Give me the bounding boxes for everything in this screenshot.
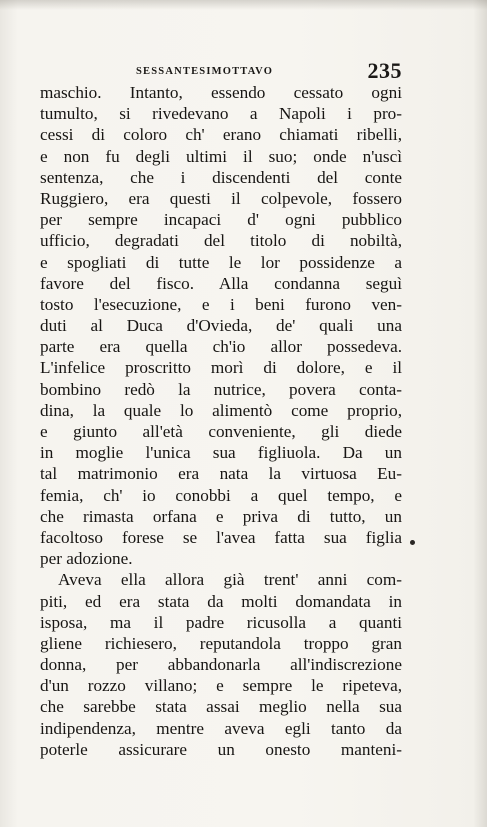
text-line: tosto l'esecuzione, e i beni furono ven-: [40, 294, 402, 314]
text-line: per adozione.: [40, 549, 133, 569]
running-title: SESSANTESIMOTTAVO: [136, 66, 274, 77]
text-line: e giunto all'età conveniente, gli diede: [40, 422, 402, 441]
text-line: sentenza, che i discendenti del conte: [40, 167, 402, 187]
text-line: tumulto, si rivedevano a Napoli i pro-: [40, 104, 402, 124]
text-line: parte era quella ch'io allor possedeva.: [40, 337, 402, 357]
text-line: maschio. Intanto, essendo cessato ogni: [40, 83, 402, 102]
text-line: Aveva ella allora già trent' anni com-: [58, 570, 402, 590]
text-line: indipendenza, mentre aveva egli tanto da: [40, 718, 402, 738]
text-line: favore del fisco. Alla condanna seguì: [40, 273, 402, 293]
page-header: [40, 58, 402, 82]
text-line: e spogliati di tutte le lor possidenze a: [40, 252, 402, 272]
text-line: isposa, ma il padre ricusolla a quanti: [40, 612, 402, 632]
text-line: in moglie l'unica sua figliuola. Da un: [40, 443, 402, 463]
text-line: ufficio, degradati del titolo di nobiltà,: [40, 231, 402, 251]
text-line: tal matrimonio era nata la virtuosa Eu-: [40, 464, 402, 484]
text-line: che sarebbe stata assai meglio nella sua: [40, 697, 402, 717]
text-line: e non fu degli ultimi il suo; onde n'uscì: [40, 146, 402, 166]
page-spine-shadow: [473, 0, 487, 827]
text-line: cessi di coloro ch' erano chiamati ribelli,: [40, 125, 402, 145]
text-line: femia, ch' io conobbi a quel tempo, e: [40, 485, 402, 505]
text-line: poterle assicurare un onesto manteni-: [40, 739, 402, 759]
page-top-shadow: [0, 0, 487, 10]
text-line: facoltoso forese se l'avea fatta sua figlia: [40, 527, 402, 547]
text-line: d'un rozzo villano; e sempre le ripeteva,: [40, 676, 402, 696]
text-line: L'infelice proscritto morì di dolore, e il: [40, 358, 402, 378]
text-line: dina, la quale lo alimentò come proprio,: [40, 400, 402, 420]
text-line: donna, per abbandonarla all'indiscrezione: [40, 655, 402, 675]
page-number: 235: [367, 58, 402, 83]
text-line: bombino redò la nutrice, povera conta-: [40, 379, 402, 399]
text-line: per sempre incapaci d' ogni pubblico: [40, 210, 402, 230]
text-line: piti, ed era stata da molti domandata in: [40, 591, 402, 611]
ink-dot-mark: [410, 540, 415, 545]
text-line: che rimasta orfana e priva di tutto, un: [40, 506, 402, 526]
text-line: duti al Duca d'Ovieda, de' quali una: [40, 316, 402, 336]
text-line: Ruggiero, era questi il colpevole, fossero: [40, 188, 402, 208]
body-text: [40, 82, 402, 760]
text-line: gliene richiesero, reputandola troppo gran: [40, 633, 402, 653]
